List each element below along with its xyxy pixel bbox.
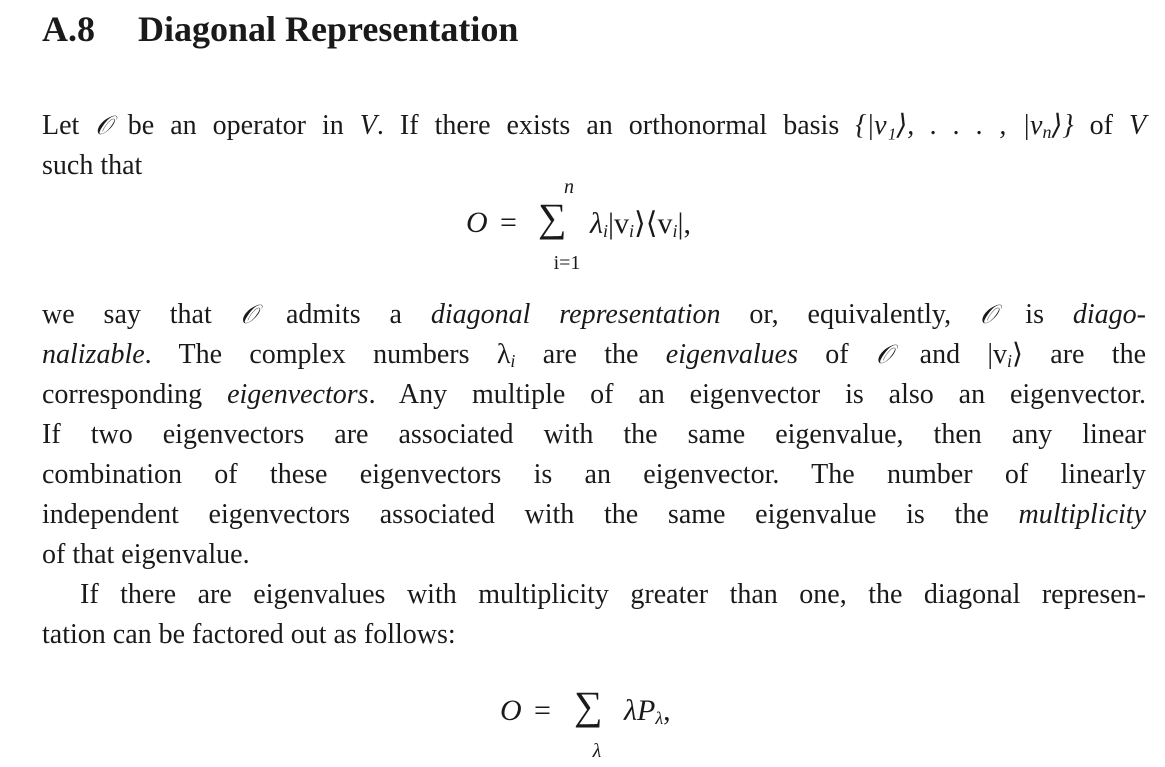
text-run: corresponding [42, 379, 228, 410]
text-run: independent eigenvectors associated with the same eigenvalue is the [42, 499, 1019, 530]
text-line: tation can be factored out as follows: [42, 619, 456, 650]
section-heading [42, 8, 518, 50]
eq-equals: = [500, 206, 517, 239]
text-run: or, equivalently, [720, 299, 981, 330]
emphasized-term: diagonal representation [430, 299, 721, 330]
paragraph-multiplicity [42, 575, 1146, 655]
text-line: Let 𝒪 be an operator in V. If there exists an orthonormal basis {|v₁⟩, . . . , $|v_n⟩$} of V [42, 110, 1147, 142]
operator-symbol: 𝒪 [875, 340, 893, 370]
text-run: combination of these eigenvectors is an eigenvector. The number of linearly [42, 459, 1146, 490]
sum-lower-limit: λ [592, 740, 602, 762]
section-number: A.8 [42, 9, 95, 49]
space-symbol: V [359, 110, 377, 141]
operator-symbol: 𝒪 [980, 300, 997, 330]
equation-projector-sum [500, 676, 740, 766]
text-run: i [510, 351, 516, 371]
paragraph-definition [42, 295, 1146, 575]
eq-body: $\lambda_i|v_i⟩⟨v_i|$, [590, 207, 691, 241]
section-title: Diagonal Representation [138, 9, 519, 49]
emphasized-term: eigenvalues [665, 339, 798, 370]
text-run: . The complex numbers λ [144, 339, 511, 370]
summation-sign: ∑ [538, 195, 567, 240]
operator-symbol: 𝒪 [95, 111, 112, 141]
text-run: . Any multiple of an eigenvector is also an eigenvector. [368, 379, 1146, 410]
text-run: and |v [892, 339, 1008, 370]
eq-body: $\lambda P_\lambda$, [624, 694, 671, 728]
text-run: admits a [257, 299, 431, 330]
eq-equals: = [534, 694, 551, 727]
text-line [42, 535, 1146, 575]
basis-expression: {|v₁⟩, . . . , $|v_n⟩$} [855, 110, 1074, 142]
text-run: of that eigenvalue. [42, 539, 250, 570]
operator-symbol: 𝒪 [240, 300, 258, 330]
eq-lhs: O [500, 694, 522, 727]
text-run: are the [515, 339, 666, 370]
text-line [42, 455, 1146, 495]
text-run: i [1007, 351, 1013, 371]
text-run: If two eigenvectors are associated with the same eigenvalue, then any linear [42, 419, 1146, 450]
sum-upper-limit: n [564, 176, 574, 198]
emphasized-term: multiplicity [1018, 499, 1146, 530]
eq-lhs: O [466, 206, 488, 239]
text-run: is [996, 299, 1073, 330]
text-line [42, 295, 1146, 335]
text-line [42, 415, 1146, 455]
text-run: ⟩ are the [1012, 339, 1147, 370]
text-line: such that [42, 150, 143, 181]
text-line: If there are eigenvalues with multiplicity greater than one, the diagonal represen- [80, 579, 1146, 610]
text-run: we say that [42, 299, 241, 330]
text-line [42, 495, 1146, 535]
emphasized-term: eigenvectors [227, 379, 369, 410]
sum-lower-limit: i=1 [553, 252, 581, 274]
text-line [42, 375, 1146, 415]
summation-sign: ∑ [574, 683, 603, 728]
text-run: of [797, 339, 876, 370]
equation-diagonal-sum [466, 172, 766, 282]
text-line [42, 335, 1146, 375]
emphasized-term: nalizable [42, 339, 145, 370]
emphasized-term: diago- [1072, 299, 1146, 330]
